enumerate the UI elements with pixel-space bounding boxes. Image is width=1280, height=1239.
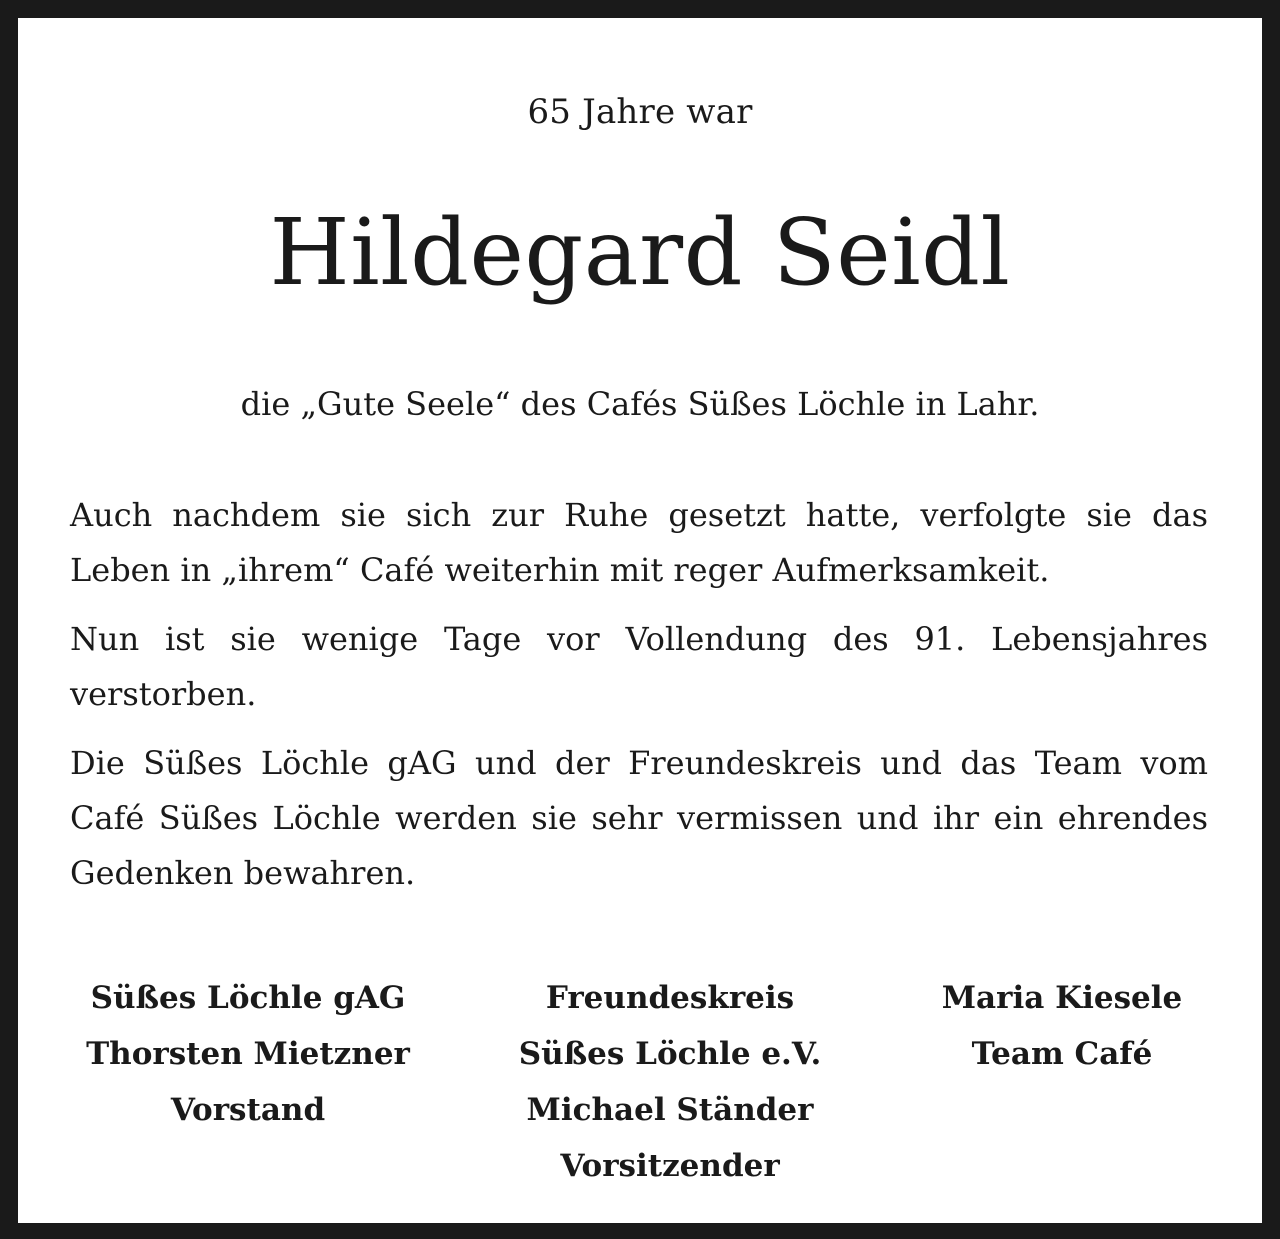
signatures bbox=[48, 970, 1232, 1194]
signature-block-friends-circle bbox=[470, 970, 870, 1194]
signature-line: Thorsten Mietzner bbox=[86, 1036, 410, 1072]
signature-line: Freundeskreis bbox=[545, 980, 795, 1016]
intro-line: 65 Jahre war bbox=[527, 92, 753, 132]
body-paragraph-1: Auch nachdem sie sich zur Ruhe gesetzt hatte, verfolgte sie das Leben in „ihrem“ Café weiterhin mit reger Aufmerksamkeit. bbox=[70, 496, 1208, 589]
role-line: die „Gute Seele“ des Cafés Süßes Löchle in Lahr. bbox=[240, 385, 1040, 423]
signature-line: Vorstand bbox=[170, 1092, 326, 1128]
notice-body bbox=[70, 488, 1208, 915]
signature-line: Michael Ständer bbox=[526, 1092, 814, 1128]
signature-line: Süßes Löchle e.V. bbox=[518, 1036, 822, 1072]
signature-line: Vorsitzender bbox=[560, 1148, 780, 1184]
deceased-name: Hildegard Seidl bbox=[269, 199, 1011, 306]
signature-line: Süßes Löchle gAG bbox=[90, 980, 406, 1016]
signature-block-foundation bbox=[48, 970, 448, 1194]
body-paragraph-2: Nun ist sie wenige Tage vor Vollendung des 91. Lebensjahres verstorben. bbox=[70, 620, 1208, 713]
body-paragraph-3: Die Süßes Löchle gAG und der Freundeskreis und das Team vom Café Süßes Löchle werden sie sehr vermissen und ihr ein ehrendes Gedenken bewahren. bbox=[70, 744, 1208, 892]
signature-line: Team Café bbox=[971, 1036, 1153, 1072]
signature-block-team-cafe bbox=[892, 970, 1232, 1194]
signature-line: Maria Kiesele bbox=[941, 980, 1183, 1016]
